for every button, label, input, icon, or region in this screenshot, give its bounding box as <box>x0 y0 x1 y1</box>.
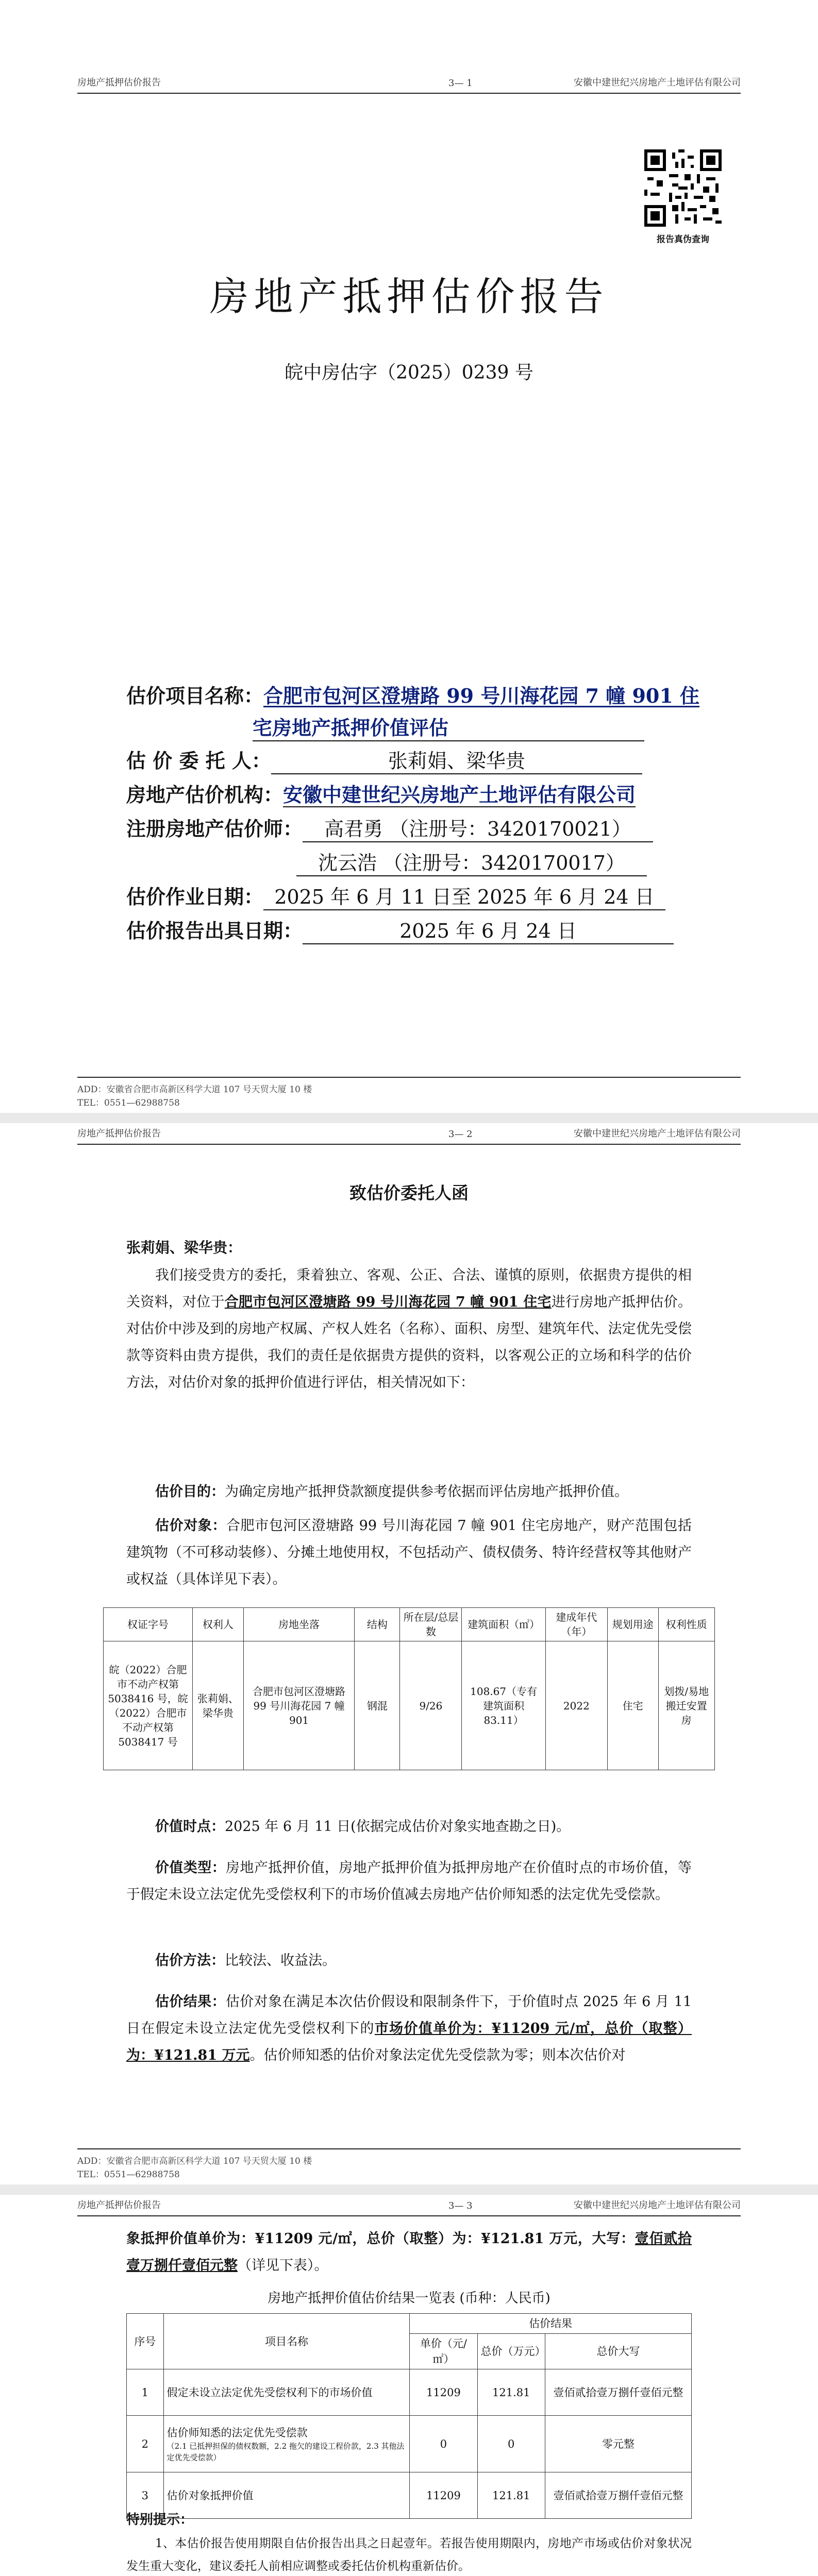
special-notes-heading: 特别提示： <box>126 2512 194 2528</box>
footer-address: ADD：安徽省合肥市高新区科学大道 107 号天贸大厦 10 楼 <box>77 2156 312 2166</box>
item-name: 估价师知悉的法定优先受偿款 <box>166 2426 308 2439</box>
value-time-paragraph <box>126 1814 692 1840</box>
table-cell: 11209 <box>410 2472 477 2519</box>
value-type-text: 房地产抵押价值，房地产抵押价值为抵押房地产在价值时点的市场价值，等于假定未设立法定优先受偿权利下的市场价值减去房地产估价师知悉的法定优先受偿款。 <box>126 1860 692 1903</box>
header-page-number: 3— 3 <box>448 2200 473 2211</box>
result-continued <box>126 2226 692 2279</box>
project-name-label: 估价项目名称： <box>126 684 264 707</box>
intro-text-c: 进行房地产抵押估价。对估价中涉及到的房地产权属、产权人姓名（名称）、面积、房型、建筑年代、法定优先受偿款等资料由贵方提供，我们的责任是依据贵方提供的资料，以客观公正的立场和科学的估价方法，对估价对象的抵押价值进行评估，相关情况如下： <box>126 1294 692 1391</box>
issue-date-row <box>126 915 674 944</box>
table-header-cell: 权证字号 <box>104 1608 193 1641</box>
purpose-paragraph <box>126 1479 692 1505</box>
table-row <box>104 1641 715 1770</box>
project-name-row <box>126 680 699 708</box>
table-cell: 估价对象抵押价值 <box>163 2472 410 2519</box>
method-paragraph <box>126 1947 692 1974</box>
work-date-row <box>126 881 665 910</box>
table-header-cell: 单价（元/㎡） <box>410 2334 477 2369</box>
work-date-label: 估价作业日期： <box>126 885 264 908</box>
intro-paragraph <box>126 1262 692 1396</box>
salutation: 张莉娟、梁华贵： <box>126 1239 242 1256</box>
value-type-label: 价值类型： <box>155 1860 226 1876</box>
table-cell: 2022 <box>545 1641 607 1770</box>
header-left: 房地产抵押估价报告 <box>77 77 161 88</box>
table-header-cell: 房地坐落 <box>243 1608 355 1641</box>
qr-code[interactable] <box>644 149 722 227</box>
client-value: 张莉娟、梁华贵 <box>271 745 642 774</box>
client-row <box>126 745 642 774</box>
report-title: 房地产抵押估价报告 <box>209 274 609 319</box>
table-header-cell: 总价（万元） <box>477 2334 545 2369</box>
table-cell: 皖（2022）合肥市不动产权第 5038416 号，皖（2022）合肥市不动产权第 5038417 号 <box>104 1641 193 1770</box>
result-label: 估价结果： <box>155 1994 226 2010</box>
table-row <box>127 2416 692 2472</box>
page-footer <box>77 2148 741 2181</box>
result-text-market: 市场价值单价为：¥11209 元/㎡，总价（取整）为：¥121.81 万元 <box>126 2021 692 2063</box>
page-header <box>77 1123 741 1145</box>
table-header-cell: 结构 <box>355 1608 400 1641</box>
result-cont-a: 象抵押价值单价为：¥11209 元/㎡，总价（取整）为：¥121.81 万元，大写： <box>126 2231 635 2247</box>
report-number: 皖中房估字（2025）0239 号 <box>285 362 533 383</box>
table-header-cell: 权利性质 <box>658 1608 714 1641</box>
method-label: 估价方法： <box>155 1953 225 1969</box>
table-cell: 零元整 <box>545 2416 691 2472</box>
letter-title: 致估价委托人函 <box>349 1183 469 1203</box>
table-header-cell: 项目名称 <box>163 2314 410 2369</box>
purpose-text: 为确定房地产抵押贷款额度提供参考依据而评估房地产抵押价值。 <box>225 1484 628 1500</box>
result-cont-c: （详见下表）。 <box>238 2258 328 2274</box>
header-right: 安徽中建世纪兴房地产土地评估有限公司 <box>574 2200 741 2211</box>
table-header-cell: 序号 <box>127 2314 164 2369</box>
appraiser-row <box>126 813 653 842</box>
table-cell <box>163 2416 410 2472</box>
client-label: 估 价 委 托 人： <box>126 749 271 772</box>
table-header-row <box>104 1608 715 1641</box>
table-cell: 划拨/易地搬迁安置房 <box>658 1641 714 1770</box>
item-note: （2.1 已抵押担保的债权数额，2.2 拖欠的建设工程价款，2.3 其他法定优先受偿款） <box>166 2441 405 2462</box>
table-header-cell: 权利人 <box>193 1608 244 1641</box>
header-page-number: 3— 1 <box>448 78 473 89</box>
project-name-value: 合肥市包河区澄塘路 99 号川海花园 7 幢 901 住 <box>263 684 700 707</box>
table-header-cell: 规划用途 <box>607 1608 658 1641</box>
page-header <box>77 72 741 94</box>
table-cell: 108.67（专有建筑面积 83.11） <box>462 1641 545 1770</box>
result-text-a: 估价对象在满足本次估价假设和限制条件下，于价值时点 2025 年 6 月 11 日在假定未设立法定优先受偿权利下的 <box>126 1994 692 2037</box>
result-cont-capital: 壹佰贰拾壹万捌仟壹佰元整 <box>126 2231 692 2274</box>
table-cell: 121.81 <box>477 2472 545 2519</box>
issue-date-label: 估价报告出具日期： <box>126 919 303 942</box>
project-name-row-2 <box>253 712 644 741</box>
rights-table <box>103 1607 715 1770</box>
table-row <box>127 2472 692 2519</box>
appraiser-label: 注册房地产估价师： <box>126 817 303 840</box>
table-header-cell: 估价结果 <box>410 2314 692 2334</box>
appraiser-row-2 <box>296 847 647 876</box>
table-cell: 9/26 <box>400 1641 462 1770</box>
page-separator <box>0 2184 818 2195</box>
header-left: 房地产抵押估价报告 <box>77 2200 161 2211</box>
footer-tel: TEL：0551—62988758 <box>77 2170 180 2180</box>
table-cell: 住宅 <box>607 1641 658 1770</box>
header-left: 房地产抵押估价报告 <box>77 1128 161 1139</box>
value-time-text: 2025 年 6 月 11 日(依据完成估价对象实地查勘之日)。 <box>225 1819 571 1835</box>
table-header-cell: 总价大写 <box>545 2334 691 2369</box>
table-header-row <box>127 2314 692 2334</box>
issue-date-value: 2025 年 6 月 24 日 <box>303 915 674 944</box>
result-table <box>126 2313 692 2519</box>
appraiser-2: 沈云浩 （注册号：3420170017） <box>296 847 647 876</box>
header-right: 安徽中建世纪兴房地产土地评估有限公司 <box>574 1128 741 1139</box>
qr-caption: 报告真伪查询 <box>657 234 709 245</box>
intro-text-a: 我们接受贵方的委托，秉着独立、客观、公正、合法、谨慎的原则，依据贵方提供的相关资料，对位于 <box>126 1267 692 1310</box>
agency-value: 安徽中建世纪兴房地产土地评估有限公司 <box>283 783 636 806</box>
agency-row <box>126 779 636 807</box>
table-cell: 1 <box>127 2369 164 2416</box>
purpose-label: 估价目的： <box>155 1484 225 1500</box>
result-text-c: 。估价师知悉的估价对象法定优先受偿款为零；则本次估价对 <box>249 2047 626 2063</box>
result-paragraph <box>126 1989 692 2069</box>
page-footer <box>77 1077 741 1110</box>
footer-address: ADD：安徽省合肥市高新区科学大道 107 号天贸大厦 10 楼 <box>77 1084 312 1095</box>
page-header <box>77 2195 741 2216</box>
table-cell: 壹佰贰拾壹万捌仟壹佰元整 <box>545 2472 691 2519</box>
table-header-cell: 建筑面积（㎡） <box>462 1608 545 1641</box>
page-separator <box>0 1113 818 1123</box>
table-cell: 钢混 <box>355 1641 400 1770</box>
agency-label: 房地产估价机构： <box>126 783 283 806</box>
table-cell: 3 <box>127 2472 164 2519</box>
value-time-label: 价值时点： <box>155 1819 225 1835</box>
header-page-number: 3— 2 <box>448 1129 473 1140</box>
table-cell: 合肥市包河区澄塘路 99 号川海花园 7 幢 901 <box>243 1641 355 1770</box>
table-cell: 2 <box>127 2416 164 2472</box>
appraiser-1: 高君勇 （注册号：3420170021） <box>303 813 653 842</box>
table-header-cell: 所在层/总层数 <box>400 1608 462 1641</box>
table-cell: 0 <box>477 2416 545 2472</box>
result-table-title: 房地产抵押价值估价结果一览表 (币种：人民币) <box>268 2291 550 2306</box>
project-name-value-cont: 宅房地产抵押价值评估 <box>253 712 644 741</box>
table-cell: 121.81 <box>477 2369 545 2416</box>
table-cell: 11209 <box>410 2369 477 2416</box>
footer-tel: TEL：0551—62988758 <box>77 1098 180 1108</box>
method-text: 比较法、收益法。 <box>225 1953 336 1969</box>
object-label: 估价对象： <box>155 1518 227 1534</box>
table-cell: 张莉娟、梁华贵 <box>193 1641 244 1770</box>
table-row <box>127 2369 692 2416</box>
value-type-paragraph <box>126 1855 692 1908</box>
table-cell: 假定未设立法定优先受偿权利下的市场价值 <box>163 2369 410 2416</box>
work-date-value: 2025 年 6 月 11 日至 2025 年 6 月 24 日 <box>263 881 665 910</box>
table-cell: 0 <box>410 2416 477 2472</box>
intro-address: 合肥市包河区澄塘路 99 号川海花园 7 幢 901 住宅 <box>224 1294 552 1310</box>
note-1: 1、本估价报告使用期限自估价报告出具之日起壹年。若报告使用期限内，房地产市场或估价对象状况发生重大变化，建议委托人前相应调整或委托估价机构重新估价。 <box>126 2537 692 2573</box>
header-right: 安徽中建世纪兴房地产土地评估有限公司 <box>574 77 741 88</box>
table-header-cell: 建成年代（年） <box>545 1608 607 1641</box>
table-cell: 壹佰贰拾壹万捌仟壹佰元整 <box>545 2369 691 2416</box>
object-paragraph <box>126 1513 692 1593</box>
object-text: 合肥市包河区澄塘路 99 号川海花园 7 幢 901 住宅房地产，财产范围包括建筑物（不可移动装修）、分摊土地使用权，不包括动产、债权债务、特许经营权等其他财产或权益（具体详见下表）。 <box>126 1518 692 1587</box>
